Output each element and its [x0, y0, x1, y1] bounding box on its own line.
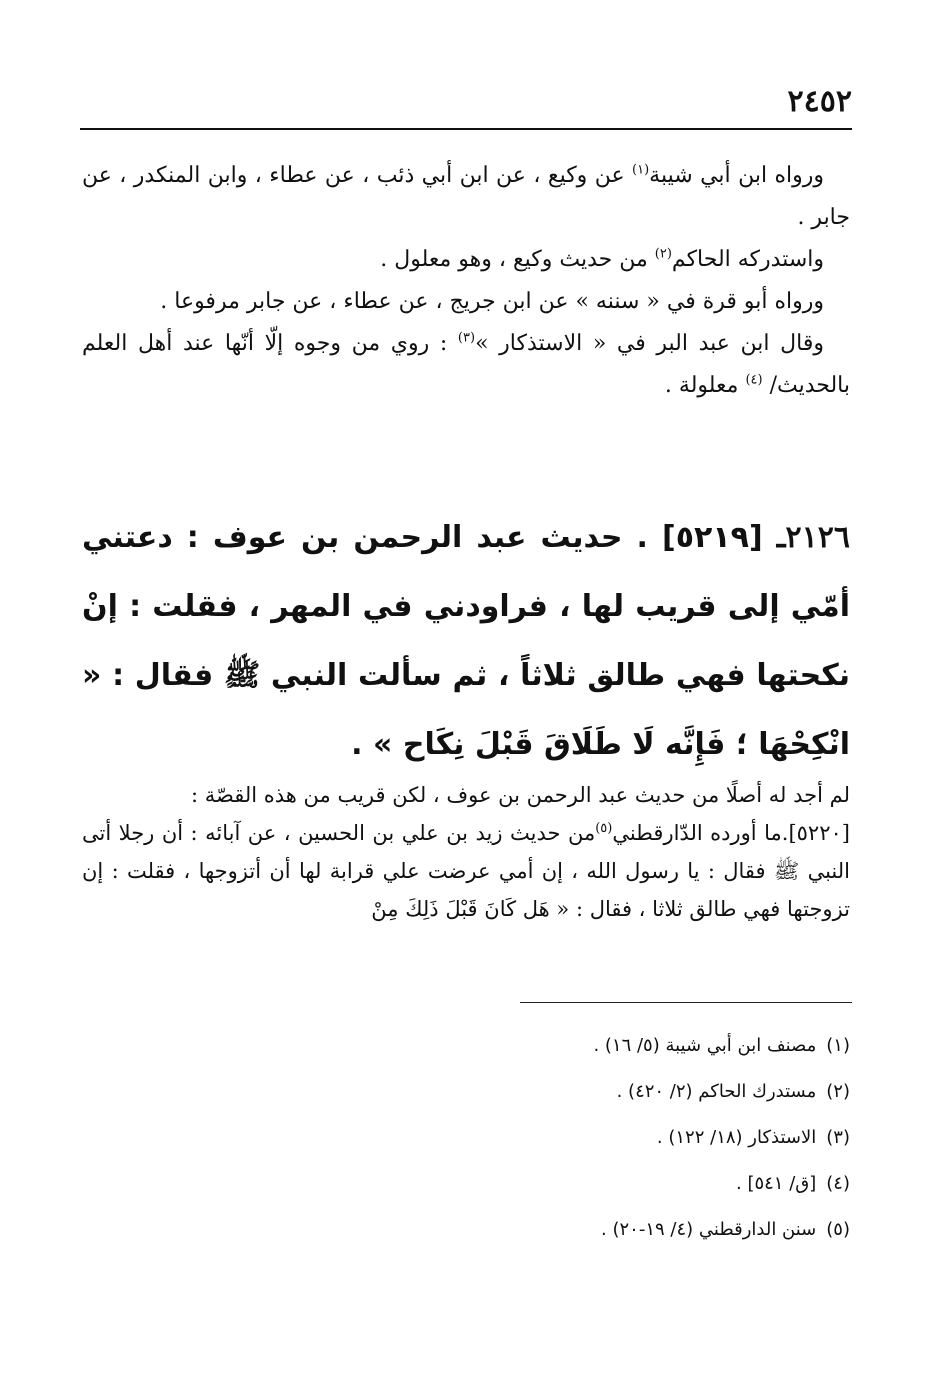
paragraph-no-origin: لم أجد له أصلًا من حديث عبد الرحمن بن عوف ، لكن قريب من هذه القصّة :	[191, 783, 850, 807]
intro-text	[82, 155, 850, 407]
footnote-1: (١)مصنف ابن أبي شيبة (٥/ ١٦) .	[593, 1035, 850, 1056]
footnote-separator	[520, 1002, 852, 1003]
footnote-ref-3[interactable]: (٣)	[457, 330, 476, 346]
footnote-5: (٥)سنن الدارقطني (٤/ ١٩-٢٠) .	[601, 1219, 850, 1240]
commentary-text	[82, 776, 850, 928]
footnote-ref-4[interactable]: (٤)	[745, 372, 763, 388]
hadith-entry	[82, 503, 850, 779]
hadith-text: . حديث عبد الرحمن بن عوف : دعتني أمّي إلى قريب لها ، فراودني في المهر ، فقلت : إنْ نكحتها فهي طالق ثلاثاً ، ثم سألت النبي ﷺ فقال : « انْكِحْهَا ؛ فَإِنَّه لَا طَلَاقَ قَبْلَ نِكَاح » .	[82, 520, 850, 762]
footnote-ref-2[interactable]: (٢)	[654, 246, 672, 262]
footnote-ref-1[interactable]: (١)	[632, 162, 650, 178]
paragraph-daraqutni: [٥٢٢٠].ما أورده الدّارقطني$^{(٥)}$من حديث زيد بن علي بن الحسين ، عن آبائه : أن رجلا أتى النبي ﷺ فقال : يا رسول الله ، إن أمي عرضت علي قرابة لها أن أتزوجها ، فقلت : إن تزوجتها فهي طالق ثلاثا ، فقال : « هَل كَانَ قَبْلَ ذَلِكَ مِنْ	[82, 821, 850, 921]
hadith-number: ٢١٢٦ـ	[776, 520, 850, 555]
page-number: ٢٤٥٢	[787, 84, 852, 119]
footnotes	[300, 1026, 850, 1256]
hadith-cross-ref: [٥٢١٩]	[662, 520, 763, 555]
footnote-2: (٢)مستدرك الحاكم (٢/ ٤٢٠) .	[616, 1081, 850, 1102]
paragraph-hakim: واستدركه الحاكم$^{(٢)}$ من حديث وكيع ، وهو معلول .	[380, 246, 824, 272]
footnote-4: (٤)[ق/ ٥٤١] .	[736, 1173, 850, 1194]
paragraph-abu-qurra: ورواه أبو قرة في « سننه » عن ابن جريج ، عن عطاء ، عن جابر مرفوعا .	[160, 289, 824, 314]
paragraph-ibn-abd-al-barr: وقال ابن عبد البر في « الاستذكار »$^{(٣)}$ : روي من وجوه إلّا أنّها عند أهل العلم بالحديث/ $^{(٤)}$ معلولة .	[82, 330, 850, 398]
paragraph-ibn-abi-shayba: ورواه ابن أبي شيبة$^{(١)}$ عن وكيع ، عن ابن أبي ذئب ، عن عطاء ، وابن المنكدر ، عن جابر .	[82, 162, 850, 230]
footnote-ref-5[interactable]: (٥)	[595, 821, 613, 836]
header-rule	[80, 128, 852, 130]
footnote-3: (٣)الاستذكار (١٨/ ١٢٢) .	[656, 1127, 850, 1148]
